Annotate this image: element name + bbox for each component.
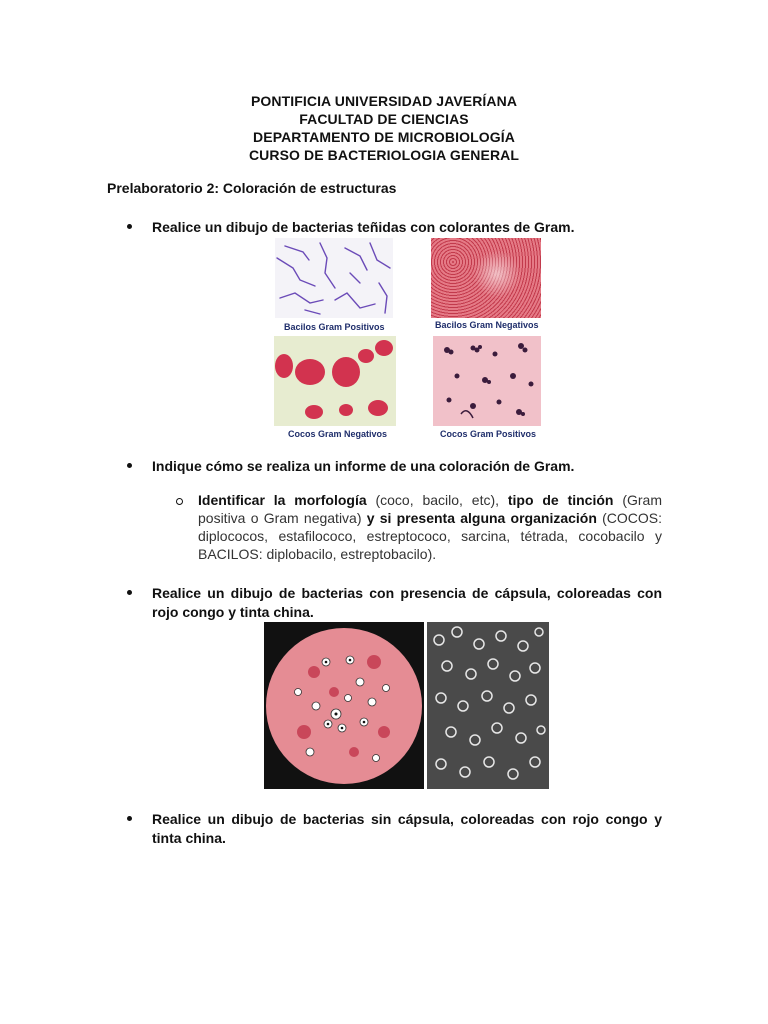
caption-cocos-gram-negativos: Cocos Gram Negativos (288, 429, 388, 439)
capsule-india-ink-image (427, 622, 549, 789)
caption-cocos-gram-positivos: Cocos Gram Positivos (440, 429, 537, 439)
bacilos-gram-negativos-image (431, 238, 541, 318)
department-name: DEPARTAMENTO DE MICROBIOLOGÍA (253, 129, 515, 145)
document-header (0, 92, 768, 164)
sub-item (176, 491, 662, 563)
bullet-dot-icon (127, 816, 132, 821)
purple-cocci-clusters-icon (433, 336, 541, 426)
bullet-dot-icon (127, 463, 132, 468)
organization-label: y si presenta alguna organización (366, 510, 597, 526)
stain-type-label: tipo de tinción (507, 492, 614, 508)
organization-detail: (COCOS: diplococos, estafilococo, estreptococo, sarcina, tétrada, cocobacilo y BACILOS: diplobacilo, estreptobacilo). (198, 510, 663, 562)
bullet-item (127, 457, 662, 476)
bullet-item (127, 810, 662, 848)
cocos-gram-negativos-image (274, 336, 396, 426)
course-name: CURSO DE BACTERIOLOGIA GENERAL (248, 147, 520, 163)
purple-bacilli-icon (275, 238, 393, 318)
bullet-text: Realice un dibujo de bacterias teñidas con colorantes de Gram. (152, 219, 575, 235)
morphology-label: Identificar la morfología (198, 492, 367, 508)
sub-item-text (198, 491, 662, 563)
red-cell-blobs-icon (274, 336, 396, 426)
bacilos-gram-positivos-image (275, 238, 393, 318)
capsule-congo-red-image (264, 622, 424, 789)
page-title: Prelaboratorio 2: Coloración de estructuras (107, 180, 397, 196)
caption-bacilos-gram-negativos: Bacilos Gram Negativos (435, 320, 539, 330)
microscope-field-icon (264, 622, 424, 789)
bullet-item (127, 584, 662, 622)
bullet-text: Realice un dibujo de bacterias sin cápsula, coloreadas con rojo congo y tinta china. (152, 811, 662, 846)
university-name: PONTIFICIA UNIVERSIDAD JAVERÍANA (250, 93, 518, 109)
faculty-name: FACULTAD DE CIENCIAS (299, 111, 469, 127)
halo-cells-icon (427, 622, 549, 789)
bullet-text: Realice un dibujo de bacterias con presencia de cápsula, coloreadas con rojo congo y tinta china. (152, 585, 662, 620)
caption-bacilos-gram-positivos: Bacilos Gram Positivos (284, 322, 385, 332)
morphology-detail: (coco, bacilo, etc), (366, 492, 508, 508)
bullet-dot-icon (127, 590, 132, 595)
cocos-gram-positivos-image (433, 336, 541, 426)
bullet-item (127, 218, 662, 237)
stain-type-detail: (Gram positiva o Gram negativa) (198, 492, 662, 526)
bullet-dot-icon (127, 224, 132, 229)
bullet-text: Indique cómo se realiza un informe de una coloración de Gram. (152, 458, 575, 474)
hollow-bullet-icon (176, 498, 183, 505)
